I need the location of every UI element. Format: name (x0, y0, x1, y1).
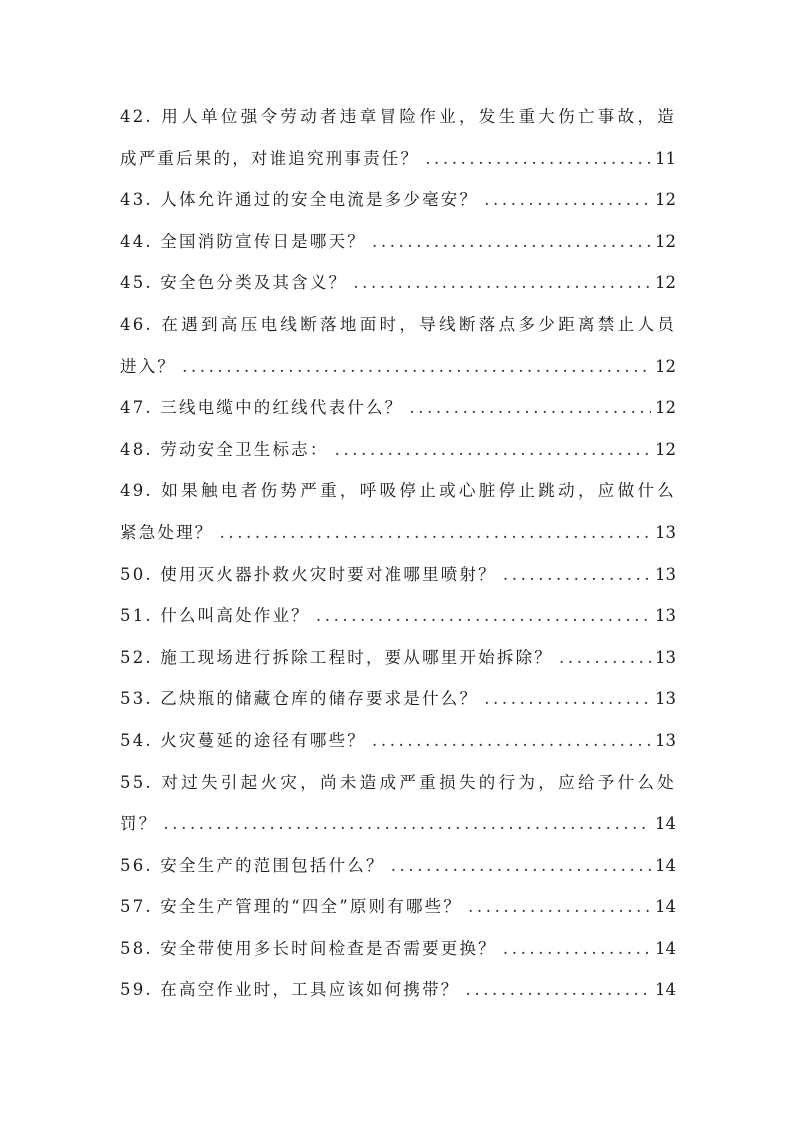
toc-entry-51[interactable] (120, 595, 676, 637)
dot-leader (466, 969, 652, 1011)
toc-entry-text: 45. 安全色分类及其含义？ (120, 273, 348, 293)
toc-entry-45[interactable] (120, 262, 676, 304)
toc-entry-text: 57. 安全生产管理的“四全”原则有哪些？ (120, 897, 463, 917)
toc-entry-text: 48. 劳动安全卫生标志： (120, 439, 329, 459)
table-of-contents (120, 96, 676, 1011)
dot-leader (391, 845, 651, 887)
toc-entry-46-line-1[interactable] (120, 304, 676, 346)
toc-page-number: 12 (655, 398, 676, 418)
toc-entry-42-line-2[interactable] (120, 138, 676, 180)
toc-entry-56[interactable] (120, 845, 676, 887)
toc-entry-55-line-2[interactable] (120, 803, 676, 845)
dot-leader (409, 387, 651, 429)
dot-leader (372, 720, 651, 762)
toc-page-number: 12 (655, 439, 676, 459)
toc-page-number: 12 (655, 190, 676, 210)
toc-entry-text: 53. 乙炔瓶的储藏仓库的储存要求是什么？ (120, 689, 479, 709)
dot-leader (425, 138, 651, 180)
dot-leader (559, 637, 651, 679)
dot-leader (335, 429, 651, 471)
toc-entry-47[interactable] (120, 387, 676, 429)
toc-page-number: 13 (655, 522, 676, 542)
toc-entry-text: 58. 安全带使用多长时间检查是否需要更换？ (120, 938, 497, 958)
toc-entry-text: 罚？ (120, 814, 158, 834)
toc-page-number: 13 (655, 730, 676, 750)
toc-entry-50[interactable] (120, 554, 676, 596)
toc-page-number: 14 (655, 938, 676, 958)
toc-entry-46-line-2[interactable] (120, 346, 676, 388)
toc-entry-59[interactable] (120, 969, 676, 1011)
toc-entry-52[interactable] (120, 637, 676, 679)
toc-page-number: 14 (655, 855, 676, 875)
toc-entry-text: 成严重后果的，对谁追究刑事责任？ (120, 148, 420, 168)
dot-leader (484, 678, 651, 720)
toc-entry-49-line-2[interactable] (120, 512, 676, 554)
toc-entry-text: 44. 全国消防宣传日是哪天？ (120, 231, 366, 251)
toc-page-number: 14 (655, 980, 676, 1000)
toc-entry-55-line-1[interactable] (120, 762, 676, 804)
dot-leader (182, 346, 651, 388)
dot-leader (353, 262, 651, 304)
toc-entry-44[interactable] (120, 221, 676, 263)
toc-page-number: 11 (655, 148, 676, 168)
toc-entry-text: 紧急处理？ (120, 522, 214, 542)
toc-entry-text: 50. 使用灭火器扑救火灾时要对准哪里喷射？ (120, 564, 497, 584)
dot-leader (503, 928, 651, 970)
dot-leader (220, 512, 652, 554)
toc-entry-57[interactable] (120, 886, 676, 928)
toc-page-number: 12 (655, 231, 676, 251)
toc-page-number: 14 (655, 897, 676, 917)
dot-leader (484, 179, 651, 221)
toc-page-number: 13 (655, 564, 676, 584)
toc-entry-text: 进入？ (120, 356, 177, 376)
dot-leader (316, 595, 651, 637)
dot-leader (372, 221, 651, 263)
dot-leader (503, 554, 651, 596)
toc-entry-text: 49. 如果触电者伤势严重，呼吸停止或心脏停止跳动，应做什么 (120, 481, 676, 501)
toc-page-number: 13 (655, 647, 676, 667)
toc-entry-58[interactable] (120, 928, 676, 970)
dot-leader (468, 886, 651, 928)
toc-entry-text: 59. 在高空作业时，工具应该如何携带？ (120, 980, 460, 1000)
toc-page-number: 13 (655, 606, 676, 626)
toc-entry-text: 55. 对过失引起火灾，尚未造成严重损失的行为，应给予什么处 (120, 772, 676, 792)
toc-entry-text: 47. 三线电缆中的红线代表什么？ (120, 398, 404, 418)
toc-entry-text: 42. 用人单位强令劳动者违章冒险作业，发生重大伤亡事故，造 (120, 107, 676, 126)
toc-page-number: 14 (655, 814, 676, 834)
toc-entry-text: 43. 人体允许通过的安全电流是多少毫安？ (120, 190, 479, 210)
toc-page-number: 12 (655, 273, 676, 293)
toc-entry-53[interactable] (120, 678, 676, 720)
toc-entry-text: 54. 火灾蔓延的途径有哪些？ (120, 730, 366, 750)
toc-page-number: 13 (655, 689, 676, 709)
toc-page-number: 12 (655, 356, 676, 376)
toc-entry-42-line-1[interactable] (120, 96, 676, 138)
toc-entry-54[interactable] (120, 720, 676, 762)
toc-entry-text: 52. 施工现场进行拆除工程时，要从哪里开始拆除？ (120, 647, 553, 667)
toc-entry-49-line-1[interactable] (120, 470, 676, 512)
dot-leader (163, 803, 651, 845)
toc-entry-43[interactable] (120, 179, 676, 221)
toc-entry-text: 51. 什么叫高处作业？ (120, 606, 310, 626)
toc-entry-text: 46. 在遇到高压电线断落地面时，导线断落点多少距离禁止人员 (120, 314, 676, 334)
toc-entry-text: 56. 安全生产的范围包括什么？ (120, 855, 385, 875)
toc-entry-48[interactable] (120, 429, 676, 471)
